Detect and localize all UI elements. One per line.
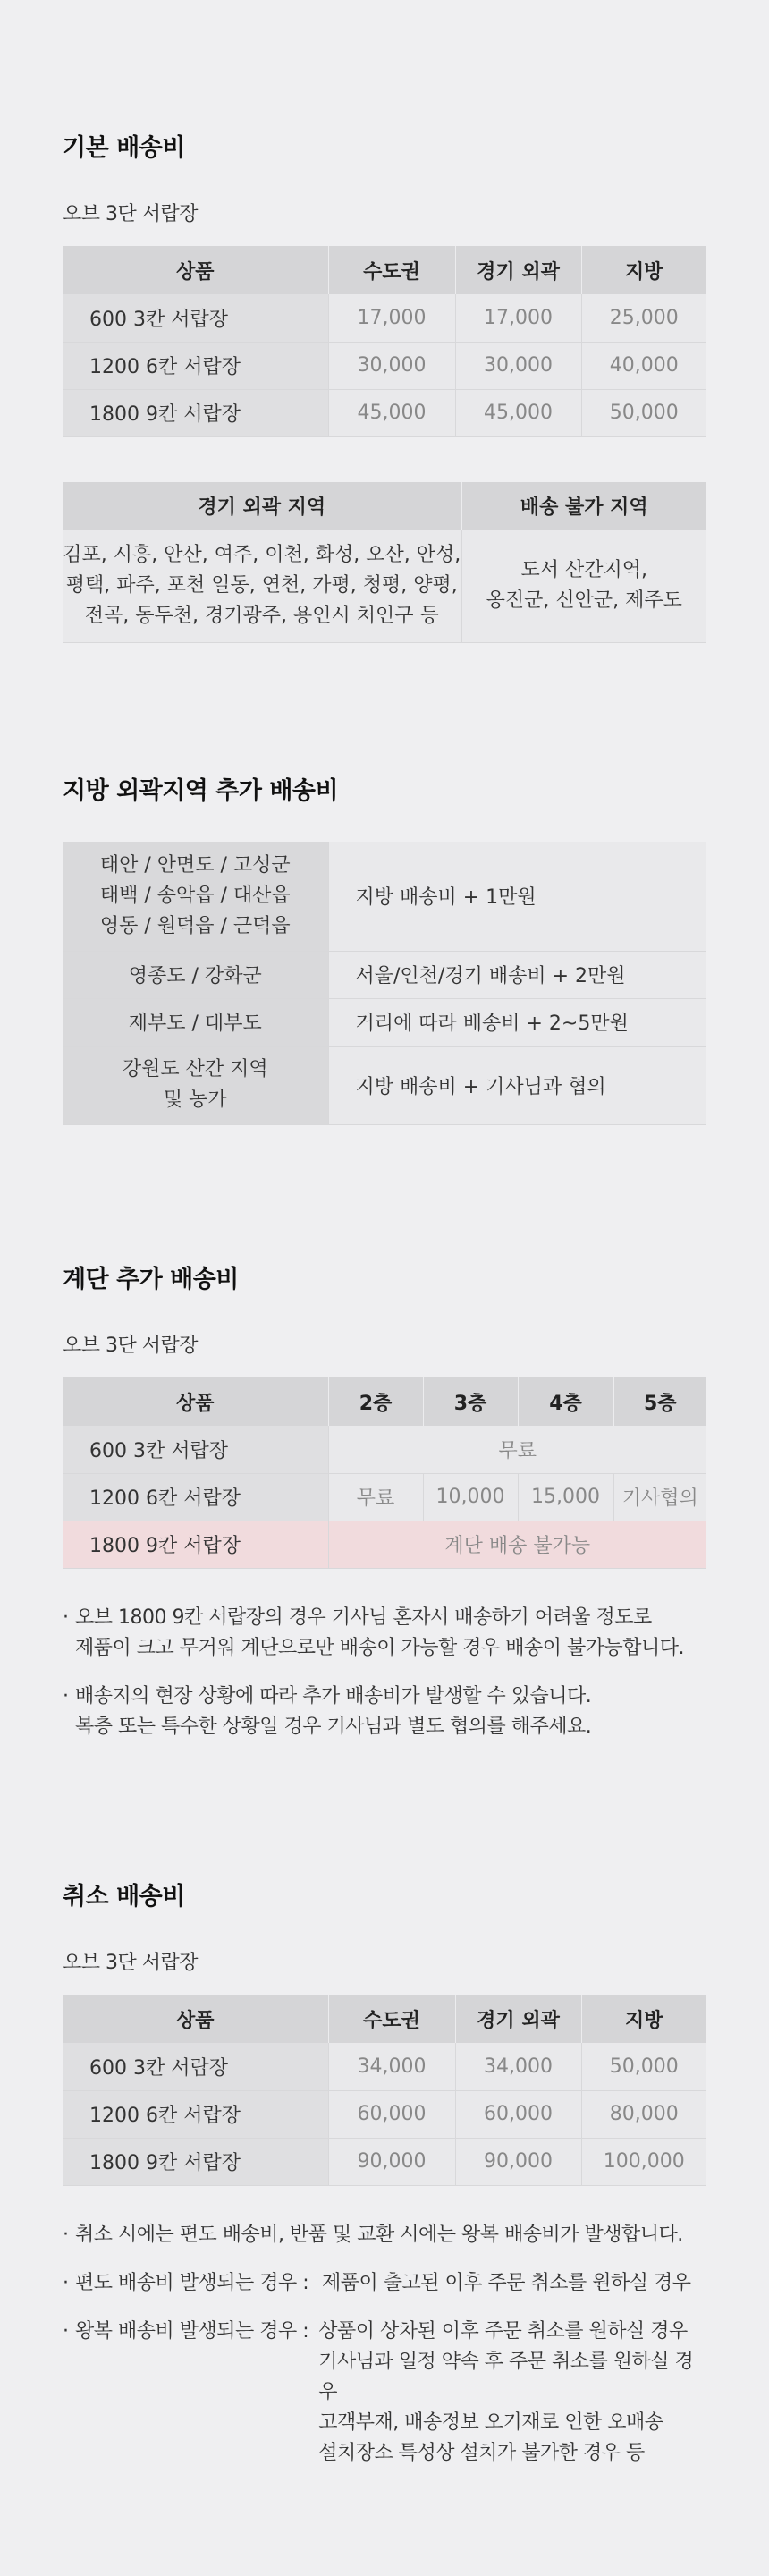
- price-cell: 17,000: [328, 294, 455, 342]
- col-header: 경기 외곽 지역: [63, 482, 461, 530]
- area-cell: [63, 1046, 328, 1124]
- price-cell: 25,000: [581, 294, 706, 342]
- col-header: 상품: [63, 1995, 328, 2043]
- price-cell: 34,000: [455, 2043, 581, 2090]
- fee-cell: 거리에 따라 배송비 + 2~5만원: [328, 998, 706, 1046]
- note-line: 복층 또는 특수한 상황일 경우 기사님과 별도 협의를 해주세요.: [75, 1715, 592, 1738]
- price-cell: 34,000: [328, 2043, 455, 2090]
- region-outskirts-cell: [63, 530, 461, 643]
- table-row-unavailable: [63, 1521, 706, 1568]
- table-row: [63, 842, 706, 951]
- table-row: [63, 2090, 706, 2138]
- note-item: [63, 1603, 706, 1664]
- col-header: 상품: [63, 1377, 328, 1426]
- remote-section: [63, 771, 706, 1125]
- basic-section: [63, 128, 706, 643]
- note-item: [63, 2220, 706, 2250]
- note-line: 제품이 크고 무거워 계단으로만 배송이 가능할 경우 배송이 불가능합니다.: [75, 1636, 685, 1659]
- price-cell: 60,000: [455, 2090, 581, 2138]
- basic-fee-table: [63, 246, 706, 437]
- price-cell: 80,000: [581, 2090, 706, 2138]
- bullet: ·: [63, 2271, 69, 2294]
- note-item: [63, 2268, 706, 2299]
- product-cell: 1200 6칸 서랍장: [63, 2090, 328, 2138]
- region-unavailable-cell: [461, 530, 706, 643]
- remote-title: 지방 외곽지역 추가 배송비: [63, 777, 339, 805]
- table-row: [63, 1473, 706, 1521]
- table-row: [63, 294, 706, 342]
- col-header: 상품: [63, 246, 328, 294]
- note-value: 제품이 출고된 이후 주문 취소를 원하실 경우: [322, 2271, 691, 2294]
- note-line: 취소 시에는 편도 배송비, 반품 및 교환 시에는 왕복 배송비가 발생합니다.: [75, 2223, 683, 2246]
- note-line: 기사님과 일정 약속 후 주문 취소를 원하실 경우: [318, 2350, 694, 2403]
- cancel-title: 취소 배송비: [63, 1883, 185, 1911]
- product-cell: 1800 9칸 서랍장: [63, 1521, 328, 1568]
- col-header: 수도권: [328, 1995, 455, 2043]
- area-cell: 영종도 / 강화군: [63, 951, 328, 998]
- region-table: [63, 482, 706, 644]
- note-key: 편도 배송비 발생되는 경우 :: [75, 2271, 309, 2294]
- stairs-title: 계단 추가 배송비: [63, 1266, 239, 1293]
- product-cell: 600 3칸 서랍장: [63, 2043, 328, 2090]
- table-header-row: [63, 1377, 706, 1426]
- table-row: [63, 2138, 706, 2185]
- price-cell: 17,000: [455, 294, 581, 342]
- price-cell: 10,000: [423, 1473, 518, 1521]
- cancel-notes: [63, 2220, 706, 2469]
- col-header: 수도권: [328, 246, 455, 294]
- col-header: 3층: [423, 1377, 518, 1426]
- price-cell: 60,000: [328, 2090, 455, 2138]
- table-row: [63, 530, 706, 643]
- stairs-fee-table: [63, 1377, 706, 1569]
- col-header: 경기 외곽: [455, 1995, 581, 2043]
- note-value-list: [318, 2317, 706, 2469]
- price-cell: 50,000: [581, 2043, 706, 2090]
- product-cell: 1800 9칸 서랍장: [63, 2138, 328, 2185]
- note-item: [63, 1682, 706, 1742]
- stairs-notes: [63, 1603, 706, 1742]
- table-header-row: [63, 1995, 706, 2043]
- product-cell: 1200 6칸 서랍장: [63, 342, 328, 389]
- region-line: 김포, 시흥, 안산, 여주, 이천, 화성, 오산, 안성,: [63, 544, 461, 567]
- stairs-subtitle: 오브 3단 서랍장: [63, 1335, 198, 1357]
- remote-fee-table: [63, 842, 706, 1125]
- area-line: 영동 / 원덕읍 / 근덕읍: [99, 914, 291, 937]
- price-cell: 45,000: [328, 389, 455, 436]
- note-line: 배송지의 현장 상황에 따라 추가 배송비가 발생할 수 있습니다.: [75, 1684, 592, 1707]
- note-line: 설치장소 특성상 설치가 불가한 경우 등: [318, 2441, 645, 2464]
- table-header-row: [63, 246, 706, 294]
- basic-subtitle: 오브 3단 서랍장: [63, 203, 198, 225]
- cancel-section: [63, 1877, 706, 2479]
- price-cell: 기사협의: [613, 1473, 706, 1521]
- table-row: [63, 389, 706, 436]
- region-line: 옹진군, 신안군, 제주도: [486, 589, 682, 613]
- region-line: 평택, 파주, 포천 일동, 연천, 가평, 청평, 양평,: [65, 574, 458, 597]
- fee-cell: 지방 배송비 + 1만원: [328, 842, 706, 951]
- area-cell: [63, 842, 328, 951]
- note-line: 오브 1800 9칸 서랍장의 경우 기사님 혼자서 배송하기 어려울 정도로: [75, 1606, 652, 1629]
- product-cell: 1200 6칸 서랍장: [63, 1473, 328, 1521]
- table-row: [63, 1046, 706, 1124]
- table-row: [63, 342, 706, 389]
- bullet: ·: [63, 2319, 69, 2343]
- stairs-section: [63, 1259, 706, 1753]
- area-line: 강원도 산간 지역: [122, 1058, 268, 1080]
- product-cell: 1800 9칸 서랍장: [63, 389, 328, 436]
- cancel-subtitle: 오브 3단 서랍장: [63, 1952, 198, 1974]
- cancel-fee-table: [63, 1995, 706, 2186]
- fee-cell: 서울/인천/경기 배송비 + 2만원: [328, 951, 706, 998]
- price-cell: 100,000: [581, 2138, 706, 2185]
- area-line: 및 농가: [163, 1089, 227, 1111]
- col-header: 2층: [328, 1377, 423, 1426]
- price-cell: 90,000: [455, 2138, 581, 2185]
- price-cell: 40,000: [581, 342, 706, 389]
- col-header: 지방: [581, 1995, 706, 2043]
- bullet: ·: [63, 1606, 69, 1629]
- note-item: [63, 2317, 706, 2469]
- bullet: ·: [63, 2223, 69, 2246]
- table-header-row: [63, 482, 706, 530]
- price-cell: 무료: [328, 1426, 706, 1473]
- note-line: 상품이 상차된 이후 주문 취소를 원하실 경우: [318, 2319, 688, 2343]
- price-cell: 90,000: [328, 2138, 455, 2185]
- note-line: 고객부재, 배송정보 오기재로 인한 오배송: [318, 2411, 663, 2434]
- table-row: [63, 951, 706, 998]
- product-cell: 600 3칸 서랍장: [63, 1426, 328, 1473]
- note-key: 왕복 배송비 발생되는 경우 :: [75, 2319, 309, 2343]
- product-cell: 600 3칸 서랍장: [63, 294, 328, 342]
- basic-title: 기본 배송비: [63, 134, 185, 162]
- region-line: 전곡, 동두천, 경기광주, 용인시 처인구 등: [84, 605, 439, 628]
- price-cell: 15,000: [518, 1473, 613, 1521]
- table-row: [63, 2043, 706, 2090]
- col-header: 4층: [518, 1377, 613, 1426]
- price-cell: 30,000: [455, 342, 581, 389]
- price-cell: 30,000: [328, 342, 455, 389]
- table-row: [63, 998, 706, 1046]
- col-header: 지방: [581, 246, 706, 294]
- price-cell: 45,000: [455, 389, 581, 436]
- region-line: 도서 산간지역,: [520, 559, 647, 582]
- fee-cell: 지방 배송비 + 기사님과 협의: [328, 1046, 706, 1124]
- table-row: [63, 1426, 706, 1473]
- col-header: 5층: [613, 1377, 706, 1426]
- bullet: ·: [63, 1684, 69, 1707]
- area-line: 태안 / 안면도 / 고성군: [99, 853, 291, 877]
- price-cell: 50,000: [581, 389, 706, 436]
- area-line: 태백 / 송악읍 / 대산읍: [99, 884, 291, 907]
- col-header: 배송 불가 지역: [461, 482, 706, 530]
- price-cell: 무료: [328, 1473, 423, 1521]
- unavailable-cell: 계단 배송 불가능: [328, 1521, 706, 1568]
- col-header: 경기 외곽: [455, 246, 581, 294]
- area-cell: 제부도 / 대부도: [63, 998, 328, 1046]
